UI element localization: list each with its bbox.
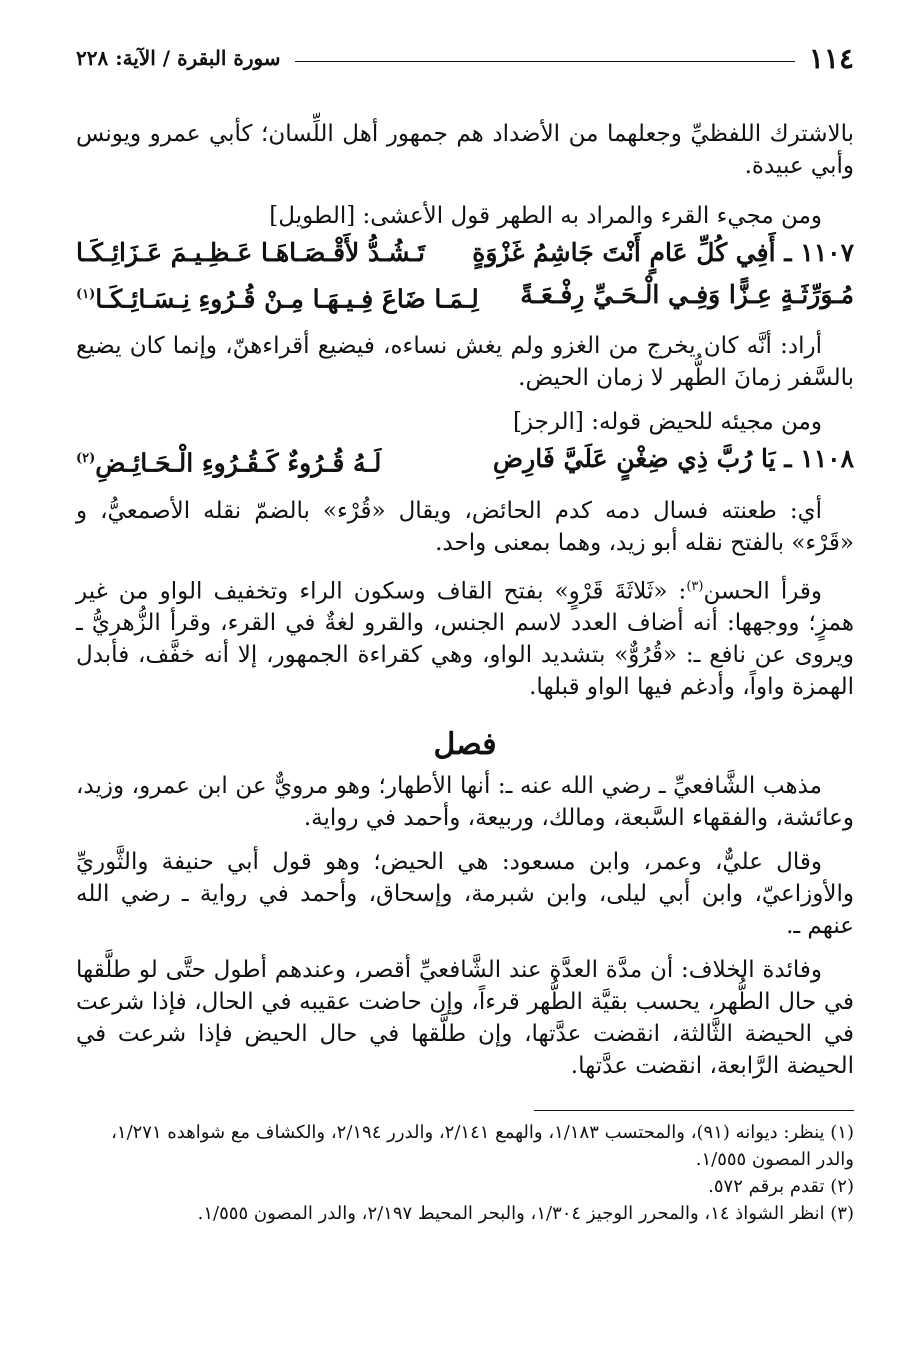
book-page [76, 36, 854, 1227]
verse-1108-line [76, 438, 854, 484]
footnote-ref-2: (٢) [76, 451, 96, 467]
verse-1107-first-hemistich: ١١٠٧ ـ أَفِي كُلِّ عَامٍ أَنْتَ جَاشِمُ غَزْوَةٍ [472, 238, 854, 267]
header-rule [295, 61, 795, 62]
verse-1108-second-hemistich [76, 438, 381, 484]
verse-1107-fourth-hemistich [76, 274, 479, 320]
verse-1107-line-1 [76, 232, 854, 274]
verse-intro-1108: ومن مجيئه للحيض قوله: [الرجز] [512, 409, 822, 436]
explanation-1108: أي: طعنته فسال دمه كدم الحائض، ويقال «قُرْء» بالضمّ نقله الأصمعيُّ، و «قَرْء» بالفتح نقله أبو زيد، وهما بمعنى واحد. [76, 497, 854, 556]
section-paragraph-3: وفائدة الخلاف: أن مدَّة العدَّة عند الشَّافعيِّ أقصر، وعندهم أطول حتَّى لو طلَّقها في حال الطُّهر، يحسب بقيَّة الطُّهر قرءاً، وإن حاضت عقيبه في الحال، فإذا شرعت في الحيضة الثَّالثة، انقضت عدَّتها، وإن طلَّقها في حال الحيض فإذا شرعت في الحيضة الرَّابعة، انقضت عدَّتها. [76, 957, 854, 1080]
verse-1107-second-hemistich: تَـشُـدُّ لأَقْـصَـاهَـا عَـظِـيـمَ عَـزَائِـكَـا [76, 238, 426, 267]
verse-1108-first-hemistich: ١١٠٨ ـ يَا رُبَّ ذِي ضِغْنٍ عَلَيَّ فَارِضِ [492, 444, 854, 474]
surah-info: سورة البقرة / الآية: ٢٢٨ [76, 46, 281, 70]
footnotes [76, 1119, 854, 1227]
verse-1108-text: لَـهُ قُـرُوءٌ كَـقُـرُوءِ الْـحَـائِـضِ [95, 448, 382, 478]
verse-intro-1107: ومن مجيء القرء والمراد به الطهر قول الأعشى: [الطويل] [269, 203, 822, 229]
footnote-ref-1: (١) [76, 287, 96, 302]
verse-1107-third-hemistich: مُـوَرِّثَـةٍ عِـزًّا وَفِـي الْـحَـيِّ رِفْـعَـةً [520, 280, 854, 309]
verse-1107-text: لِـمَـا ضَاعَ فِـيـهَـا مِـنْ قُـرُوءِ نِـسَـائِـكَـا [95, 284, 479, 314]
paragraph-opening: بالاشترك اللفظيِّ وجعلهما من الأضداد هم جمهور أهل اللِّسان؛ كأبي عمرو ويونس وأبي عبيدة. [76, 121, 854, 179]
section-title: فصل [433, 727, 497, 763]
verse-1107-line-2 [76, 274, 854, 320]
footnote-3: (٣) انظر الشواذ ١٤، والمحرر الوجيز ١/٣٠٤، والبحر المحيط ٢/١٩٧، والدر المصون ١/٥٥٥. [197, 1203, 854, 1225]
page-header [76, 36, 854, 80]
footnote-2: (٢) تقدم برقم ٥٧٢. [708, 1176, 854, 1198]
hasan-rest: : «ثَلاثَةَ قَرْوٍ» بفتح القاف وسكون الراء وتخفيف الواو من غير همزٍ؛ ووجهها: أنه أضاف العدد لاسم الجنس، والقرو لغةٌ في القرء، وقرأ الزُّهريُّ ـ ويروى عن نافع ـ: «قُرُوٌّ» بتشديد الواو، وهي كقراءة الجمهور، إلا أنه خفَّف، فأبدل الهمزة واواً، وأدغم فيها الواو قبلها. [76, 578, 854, 701]
footnote-1: (١) ينظر: ديوانه (٩١)، والمحتسب ١/١٨٣، والهمع ٢/١٤١، والدرر ٢/١٩٤، والكشاف مع شواهده ١/٢٧١، والدر المصون ١/٥٥٥. [111, 1122, 854, 1171]
page-number: ١١٤ [808, 41, 854, 75]
section-paragraph-2: وقال عليٌّ، وعمر، وابن مسعود: هي الحيض؛ وهو قول أبي حنيفة والثَّوريِّ والأوزاعيّ، وابن أبي ليلى، وابن شبرمة، وإسحاق، وأحمد في رواية ـ رضي الله عنهم ـ. [76, 849, 854, 940]
section-paragraph-1: مذهب الشَّافعيِّ ـ رضي الله عنه ـ: أنها الأطهار؛ وهو مرويٌّ عن ابن عمرو، وزيد، وعائشة، والفقهاء السَّبعة، ومالك، وربيعة، وأحمد في رواية. [76, 773, 854, 832]
explanation-1107: أراد: أنَّه كان يخرج من الغزو ولم يغش نساءه، فيضيع أقراءهنّ، وإنما كان يضيع بالسَّفر زمانَ الطُّهر لا زمان الحيض. [76, 333, 854, 392]
paragraph-hasan-reading [76, 571, 854, 704]
hasan-start: وقرأ الحسن [703, 578, 822, 605]
footnote-ref-3: (٣) [686, 578, 704, 594]
footnote-separator [534, 1110, 854, 1111]
